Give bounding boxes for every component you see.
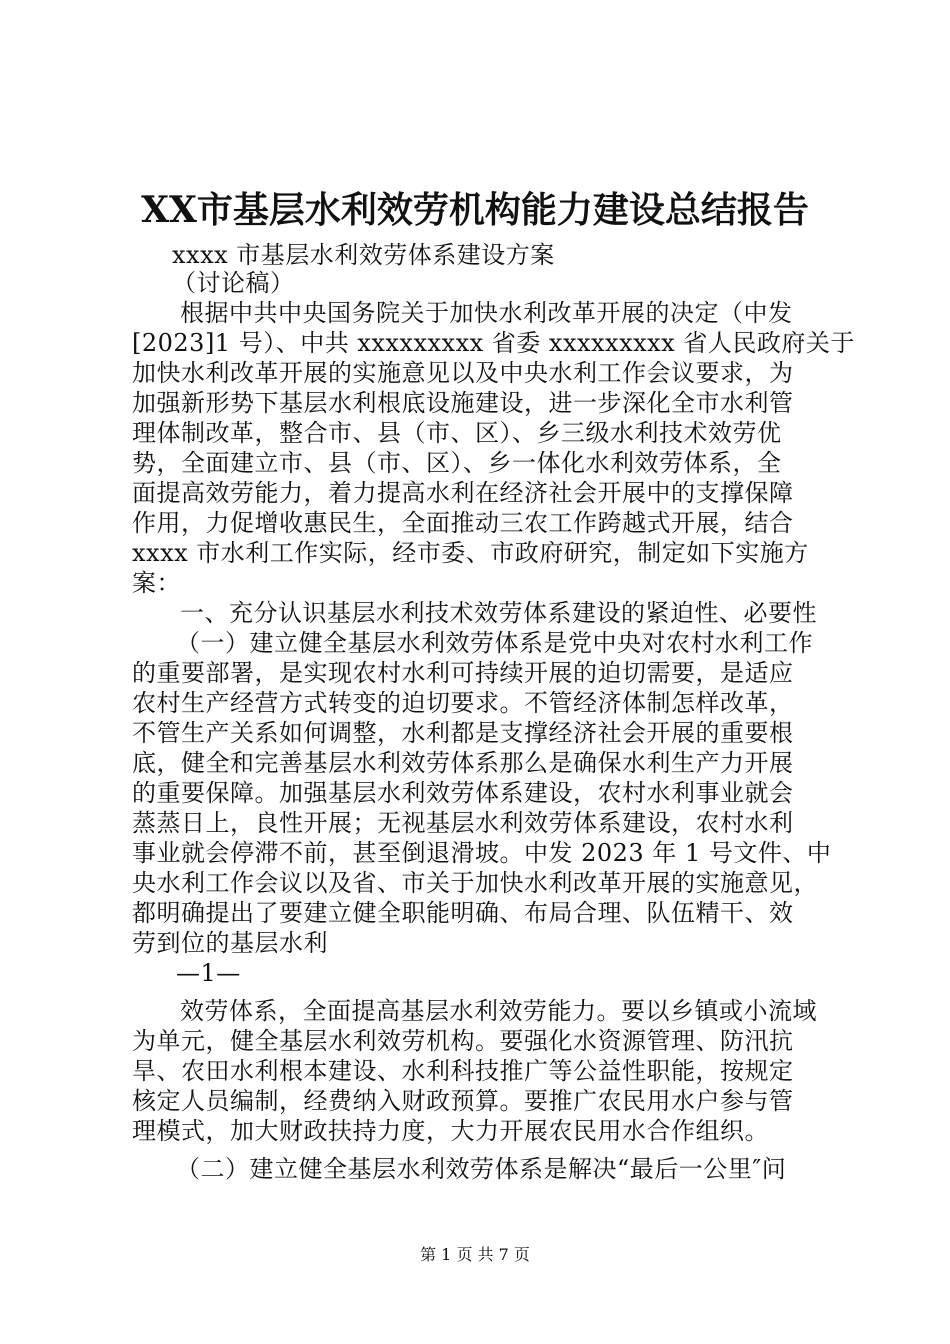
body-line: 为单元，健全基层水利效劳机构。要强化水资源管理、防汛抗 bbox=[132, 1027, 794, 1055]
body-line: 加快水利改革开展的实施意见以及中央水利工作会议要求，为 bbox=[132, 359, 794, 387]
body-line: 势，全面建立市、县（市、区）、乡一体化水利效劳体系，全 bbox=[132, 449, 782, 477]
body-line: 蒸蒸日上，良性开展；无视基层水利效劳体系建设，农村水利 bbox=[132, 809, 794, 837]
body-line: [2023]1 号）、中共 xxxxxxxxx 省委 xxxxxxxxx 省人民政府关于 bbox=[132, 329, 855, 357]
body-line: 不管生产关系如何调整，水利都是支撑经济社会开展的重要根 bbox=[132, 719, 794, 747]
body-line: 的重要保障。加强基层水利效劳体系建设，农村水利事业就会 bbox=[132, 779, 794, 807]
body-line: （一）建立健全基层水利效劳体系是党中央对农村水利工作 bbox=[176, 629, 813, 657]
body-line: 根据中共中央国务院关于加快水利改革开展的决定（中发 bbox=[180, 299, 793, 327]
body-line: 加强新形势下基层水利根底设施建设，进一步深化全市水利管 bbox=[132, 389, 794, 417]
draft-note: （讨论稿） bbox=[172, 269, 295, 297]
body-line: 央水利工作会议以及省、市关于加快水利改革开展的实施意见， bbox=[132, 869, 818, 897]
body-line: 旱、农田水利根本建设、水利科技推广等公益性职能，按规定 bbox=[132, 1057, 794, 1085]
body-line: 理体制改革，整合市、县（市、区）、乡三级水利技术效劳优 bbox=[132, 419, 782, 447]
body-line: 事业就会停滞不前，甚至倒退滑坡。中发 2023 年 1 号文件、中 bbox=[132, 839, 832, 867]
section-heading: 一、充分认识基层水利技术效劳体系建设的紧迫性、必要性 bbox=[180, 599, 817, 627]
body-line: 都明确提出了要建立健全职能明确、布局合理、队伍精干、效 bbox=[132, 899, 794, 927]
body-line: xxxx 市水利工作实际，经市委、市政府研究，制定如下实施方 bbox=[132, 539, 809, 567]
page-footer: 第 1 页 共 7 页 bbox=[420, 1245, 530, 1264]
document-title: XX市基层水利效劳机构能力建设总结报告 bbox=[141, 189, 809, 231]
subtitle-line: xxxx 市基层水利效劳体系建设方案 bbox=[172, 241, 555, 269]
inline-page-number: —1— bbox=[176, 959, 241, 987]
body-line: 核定人员编制，经费纳入财政预算。要推广农民用水户参与管 bbox=[132, 1087, 794, 1115]
body-line: 劳到位的基层水利 bbox=[132, 929, 328, 957]
body-line: 效劳体系，全面提高基层水利效劳能力。要以乡镇或小流域 bbox=[180, 997, 817, 1025]
body-line: 理模式，加大财政扶持力度，大力开展农民用水合作组织。 bbox=[132, 1117, 769, 1145]
body-line: （二）建立健全基层水利效劳体系是解决“最后一公里″问 bbox=[176, 1155, 787, 1183]
body-line: 作用，力促增收惠民生，全面推动三农工作跨越式开展，结合 bbox=[132, 509, 794, 537]
body-line: 底，健全和完善基层水利效劳体系那么是确保水利生产力开展 bbox=[132, 749, 794, 777]
body-line: 案： bbox=[132, 569, 181, 597]
body-line: 的重要部署，是实现农村水利可持续开展的迫切需要，是适应 bbox=[132, 659, 794, 687]
body-line: 面提高效劳能力，着力提高水利在经济社会开展中的支撑保障 bbox=[132, 479, 794, 507]
body-line: 农村生产经营方式转变的迫切要求。不管经济体制怎样改革， bbox=[132, 689, 794, 717]
